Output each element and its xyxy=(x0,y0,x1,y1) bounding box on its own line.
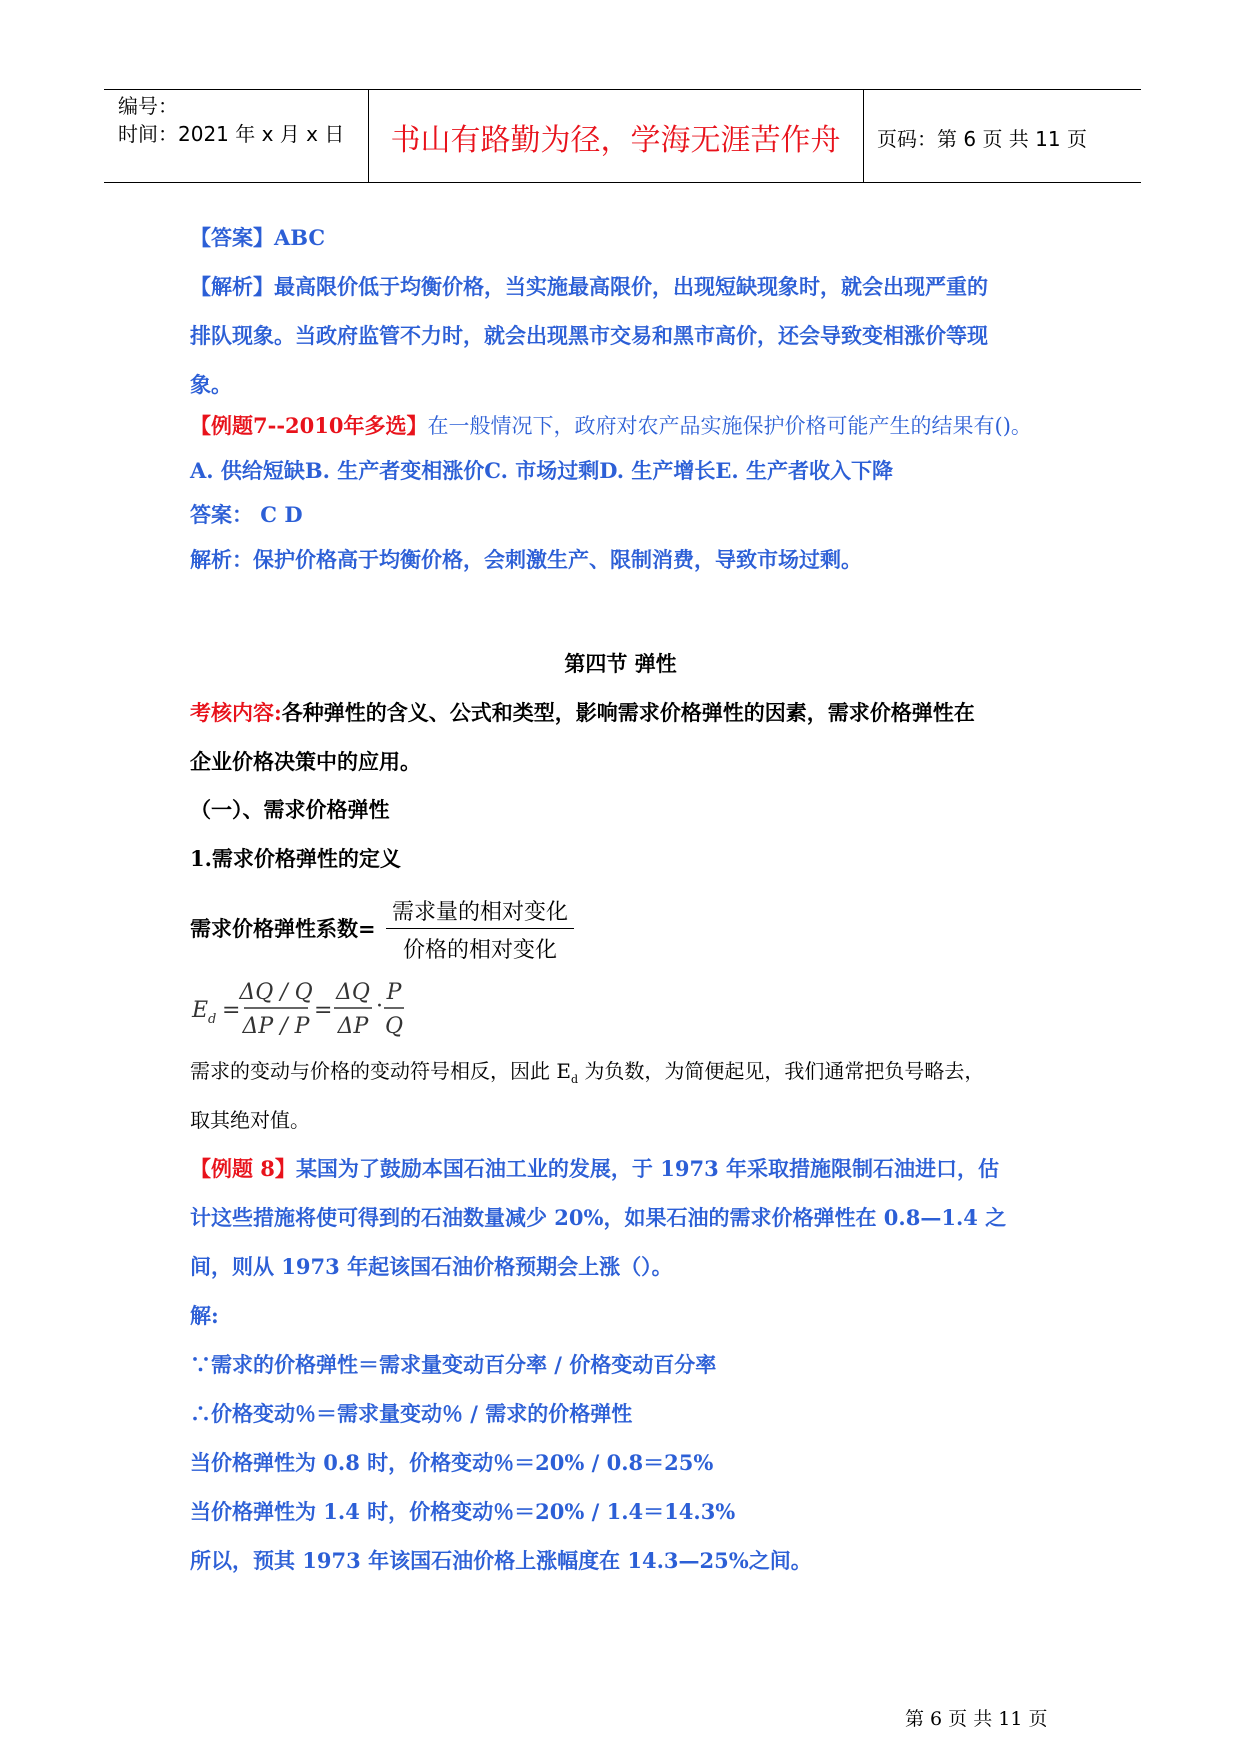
solution-line-2: ∵需求的价格弹性＝需求量变动百分率 / 价格变动百分率 xyxy=(190,1352,717,1377)
example7-prefix: 【例题7--2010年多选】 xyxy=(190,413,428,438)
assess-line-1 xyxy=(190,697,975,727)
header-meta-cell xyxy=(104,90,369,182)
example8-line-1 xyxy=(190,1153,999,1183)
note-text-b: 为负数，为简便起见，我们通常把负号略去， xyxy=(578,1059,985,1083)
example8-line-2: 计这些措施将使可得到的石油数量减少 20%，如果石油的需求价格弹性在 0.8—1.4 之 xyxy=(190,1205,1007,1230)
note-text-a: 需求的变动与价格的变动符号相反，因此 E xyxy=(190,1059,571,1083)
formula-denominator: 价格的相对变化 xyxy=(403,938,558,963)
analysis-prefix: 【解析】 xyxy=(190,274,274,299)
formula-num-3: P xyxy=(386,980,402,1005)
example8-prefix: 【例题 8】 xyxy=(190,1156,296,1181)
footer-page-number: 第 6 页 共 11 页 xyxy=(905,1708,1048,1730)
formula-den-2: ΔP xyxy=(337,1014,369,1039)
section-title: 第四节 弹性 xyxy=(564,651,677,676)
note-line-2: 取其绝对值。 xyxy=(190,1108,310,1132)
answer-value: ABC xyxy=(274,225,326,250)
analysis-line-1 xyxy=(190,271,988,301)
analysis-line-2: 排队现象。当政府监管不力时，就会出现黑市交易和黑市高价，还会导致变相涨价等现 xyxy=(190,323,988,348)
solution-line-5: 当价格弹性为 1.4 时，价格变动％＝20% / 1.4＝14.3% xyxy=(190,1499,736,1524)
header-number-label: 编号： xyxy=(118,94,178,118)
formula-eq-1: = xyxy=(222,998,241,1023)
definition-title: 1.需求价格弹性的定义 xyxy=(190,846,401,871)
assess-line-2: 企业价格决策中的应用。 xyxy=(190,749,421,774)
elasticity-math-formula xyxy=(190,977,450,1039)
formula-den-1: ΔP / P xyxy=(242,1014,310,1039)
example8-line-3: 间，则从 1973 年起该国石油价格预期会上涨（）。 xyxy=(190,1254,673,1279)
formula-num-2: ΔQ xyxy=(336,980,370,1005)
example7-options: A. 供给短缺B. 生产者变相涨价C. 市场过剩D. 生产增长E. 生产者收入下降 xyxy=(190,458,893,483)
solution-line-1: 解: xyxy=(190,1303,219,1328)
formula-fraction xyxy=(386,895,574,964)
formula-label: 需求价格弹性系数= xyxy=(190,916,376,941)
formula-dot: · xyxy=(376,994,383,1019)
solution-line-4: 当价格弹性为 0.8 时，价格变动％＝20% / 0.8＝25% xyxy=(190,1450,714,1475)
solution-line-6: 所以，预其 1973 年该国石油价格上涨幅度在 14.3—25%之间。 xyxy=(190,1548,812,1573)
note-sub: d xyxy=(570,1073,579,1086)
formula-numerator: 需求量的相对变化 xyxy=(386,895,574,929)
example7-analysis: 解析：保护价格高于均衡价格，会刺激生产、限制消费，导致市场过剩。 xyxy=(190,547,862,572)
formula-lhs-sub: d xyxy=(208,1012,217,1027)
example7-answer: 答案： C D xyxy=(190,502,303,527)
example7-question: 在一般情况下，政府对农产品实施保护价格可能产生的结果有()。 xyxy=(427,414,1032,438)
subsection-title: （一）、需求价格弹性 xyxy=(190,797,390,822)
header-time-label: 时间：2021 年 x 月 x 日 xyxy=(118,122,345,146)
answer-prefix: 【答案】 xyxy=(190,225,274,250)
solution-line-3: ∴价格变动％＝需求量变动％ / 需求的价格弹性 xyxy=(190,1401,633,1426)
formula-eq-2: = xyxy=(314,998,333,1023)
header-motto-cell xyxy=(368,90,864,182)
formula-den-3: Q xyxy=(384,1014,404,1039)
header-motto: 书山有路勤为径，学海无涯苦作舟 xyxy=(390,123,841,158)
assess-text-1: 各种弹性的含义、公式和类型，影响需求价格弹性的因素，需求价格弹性在 xyxy=(281,700,975,725)
analysis-text-1: 最高限价低于均衡价格，当实施最高限价，出现短缺现象时，就会出现严重的 xyxy=(274,274,988,299)
page-header xyxy=(104,89,1141,183)
header-page-info: 页码：第 6 页 共 11 页 xyxy=(877,127,1087,151)
formula-num-1: ΔQ / Q xyxy=(239,980,313,1005)
example7-question-line xyxy=(190,410,1032,440)
answer-line xyxy=(190,222,325,252)
assess-prefix: 考核内容: xyxy=(190,700,282,725)
formula-lhs: E xyxy=(192,998,209,1023)
example8-text-1: 某国为了鼓励本国石油工业的发展，于 1973 年采取措施限制石油进口，估 xyxy=(295,1156,1000,1181)
note-line-1 xyxy=(190,1055,984,1086)
analysis-line-3: 象。 xyxy=(190,372,232,397)
header-page-cell xyxy=(863,90,1141,182)
